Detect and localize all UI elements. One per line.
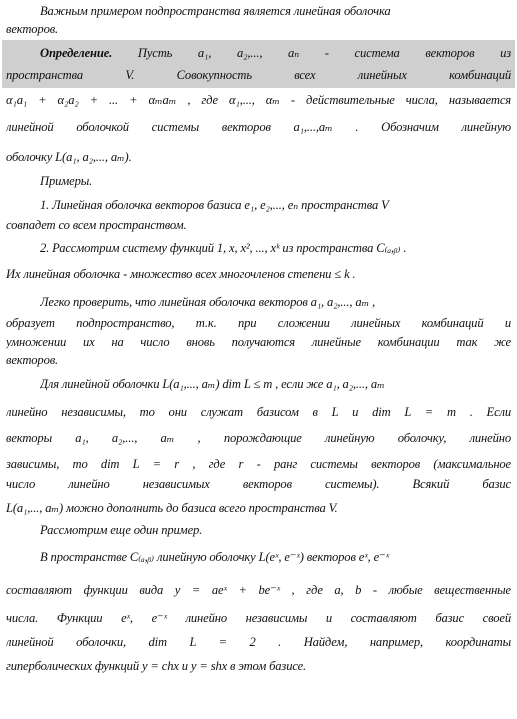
text-line: линейной оболочки, dim L = 2 . Найдем, например, координаты — [6, 635, 511, 649]
definition-label: Определение. — [40, 46, 113, 60]
text-line: линейно независимы, то они служат базисом в L и dim L = m . Если — [6, 405, 511, 419]
definition-line-2: пространства V. Совокупность всех линейных комбинаций — [6, 68, 511, 82]
text-line: Легко проверить, что линейная оболочка векторов a₁, a₂,..., aₘ , — [40, 295, 376, 309]
text-line: 1. Линейная оболочка векторов базиса e₁, e₂,..., eₙ пространства V — [40, 198, 389, 212]
text-line: число линейно независимых векторов системы). Всякий базис — [6, 477, 511, 491]
text-line: векторов. — [6, 22, 59, 36]
text-line: совпадет со всем пространством. — [6, 218, 187, 232]
text-line: Примеры. — [40, 174, 93, 188]
text-line: L(a₁,..., aₘ) можно дополнить до базиса всего пространства V. — [6, 501, 338, 515]
text-line: Важным примером подпространства является линейная оболочка — [40, 4, 391, 18]
text-line: оболочку L(a₁, a₂,..., aₘ). — [6, 150, 132, 164]
text-line: составляют функции вида y = aeˣ + be⁻ˣ , где a, b - любые вещественные — [6, 583, 511, 597]
text-line: зависимы, то dim L = r , где r - ранг системы векторов (максимальное — [6, 457, 511, 471]
definition-line-3: α₁a₁ + α₂a₂ + ... + αₘaₘ , где α₁,..., αₘ - действительные числа, называется — [6, 93, 511, 107]
text-line: Рассмотрим еще один пример. — [40, 523, 203, 537]
definition-line-1: Определение. Пусть a₁, a₂,..., aₙ - система векторов из — [40, 46, 511, 60]
text-line: числа. Функции eˣ, e⁻ˣ линейно независимы и составляют базис своей — [6, 611, 511, 625]
text-line: Для линейной оболочки L(a₁,..., aₘ) dim L ≤ m , если же a₁, a₂,..., aₘ — [40, 377, 385, 391]
text-line: образует подпространство, т.к. при сложении линейных комбинаций и — [6, 316, 511, 330]
text-line: В пространстве C₍ₐ,ᵦ₎ линейную оболочку L(eˣ, e⁻ˣ) векторов eˣ, e⁻ˣ — [40, 550, 389, 564]
text-line: линейной оболочкой системы векторов a₁,...,aₘ . Обозначим линейную — [6, 120, 511, 134]
text-line: 2. Рассмотрим систему функций 1, x, x², ..., xᵏ из пространства C₍ₐ,ᵦ₎ . — [40, 241, 407, 255]
text-line: умножении их на число вновь получаются линейные комбинации так же — [6, 335, 511, 349]
text-line: векторы a₁, a₂,..., aₘ , порождающие линейную оболочку, линейно — [6, 431, 511, 445]
text-line: векторов. — [6, 353, 59, 367]
text-line: гиперболических функций y = chx и y = shx в этом базисе. — [6, 659, 307, 673]
text-line: Их линейная оболочка - множество всех многочленов степени ≤ k . — [6, 267, 356, 281]
